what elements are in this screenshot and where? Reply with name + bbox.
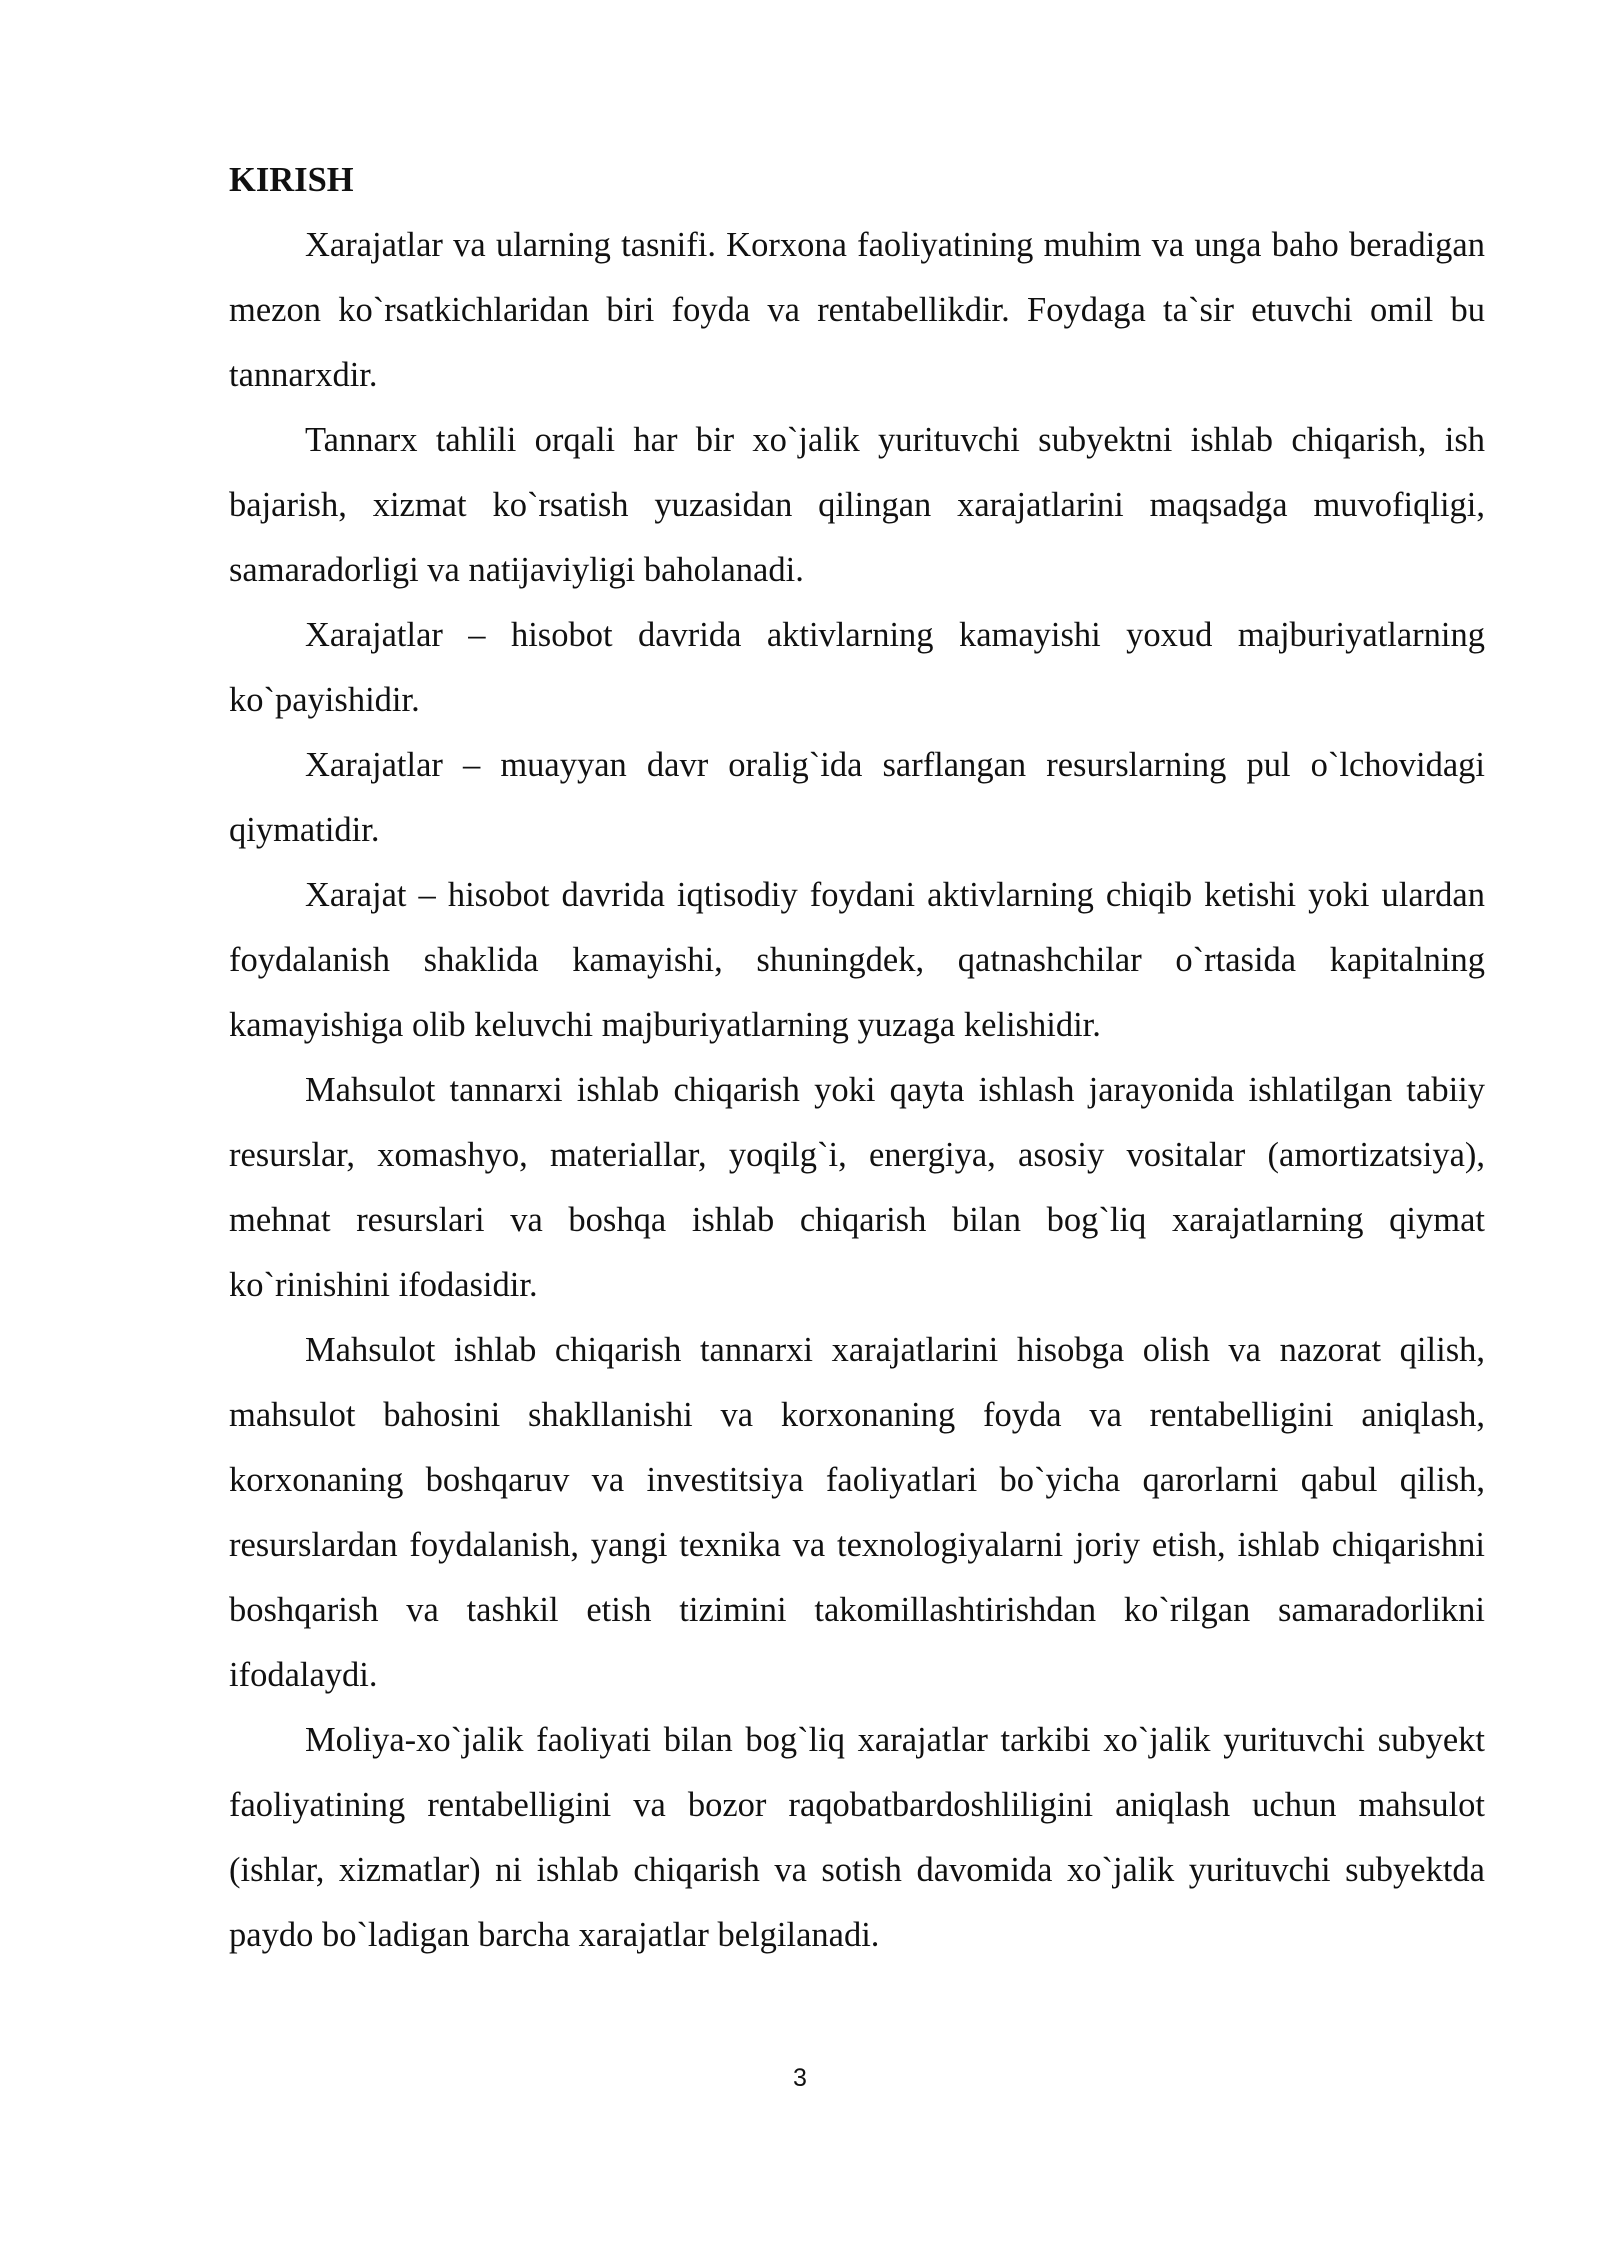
paragraph-1: Xarajatlar va ularning tasnifi. Korxona faoliyatining muhim va unga baho beradigan mezon ko`rsatkichlaridan biri foyda va rentabellikdir. Foydaga ta`sir etuvchi omil bu tannarxdir. [229, 226, 1485, 394]
paragraph-6: Mahsulot tannarxi ishlab chiqarish yoki qayta ishlash jarayonida ishlatilgan tabiiy resurslar, xomashyo, materiallar, yoqilg`i, energiya, asosiy vositalar (amortizatsiya), mehnat resurslari va boshqa ishlab chiqarish bilan bog`liq xarajatlarning qiymat ko`rinishini ifodasidir. [229, 1071, 1485, 1304]
paragraph-2: Tannarx tahlili orqali har bir xo`jalik yurituvchi subyektni ishlab chiqarish, ish bajarish, xizmat ko`rsatish yuzasidan qilingan xarajatlarini maqsadga muvofiqligi, samaradorligi va natijaviyligi baholanadi. [229, 421, 1485, 589]
page-body [229, 148, 1485, 1968]
section-heading: KIRISH [229, 161, 354, 199]
paragraph-7: Mahsulot ishlab chiqarish tannarxi xarajatlarini hisobga olish va nazorat qilish, mahsulot bahosini shakllanishi va korxonaning foyda va rentabelligini aniqlash, korxonaning boshqaruv va investitsiya faoliyatlari bo`yicha qarorlarni qabul qilish, resurslardan foydalanish, yangi texnika va texnologiyalarni joriy etish, ishlab chiqarishni boshqarish va tashkil etish tizimini takomillashtirishdan ko`rilgan samaradorlikni ifodalaydi. [229, 1331, 1485, 1694]
paragraph-4: Xarajatlar – muayyan davr oralig`ida sarflangan resurslarning pul o`lchovidagi qiymatidir. [229, 746, 1485, 849]
paragraph-5: Xarajat – hisobot davrida iqtisodiy foydani aktivlarning chiqib ketishi yoki ulardan foydalanish shaklida kamayishi, shuningdek, qatnashchilar o`rtasida kapitalning kamayishiga olib keluvchi majburiyatlarning yuzaga kelishidir. [229, 876, 1485, 1044]
paragraph-3: Xarajatlar – hisobot davrida aktivlarning kamayishi yoxud majburiyatlarning ko`payishidir. [229, 616, 1485, 719]
paragraph-8: Moliya-xo`jalik faoliyati bilan bog`liq xarajatlar tarkibi xo`jalik yurituvchi subyekt faoliyatining rentabelligini va bozor raqobatbardoshliligini aniqlash uchun mahsulot (ishlar, xizmatlar) ni ishlab chiqarish va sotish davomida xo`jalik yurituvchi subyektda paydo bo`ladigan barcha xarajatlar belgilanadi. [229, 1721, 1485, 1954]
page-number: 3 [793, 2064, 807, 2092]
